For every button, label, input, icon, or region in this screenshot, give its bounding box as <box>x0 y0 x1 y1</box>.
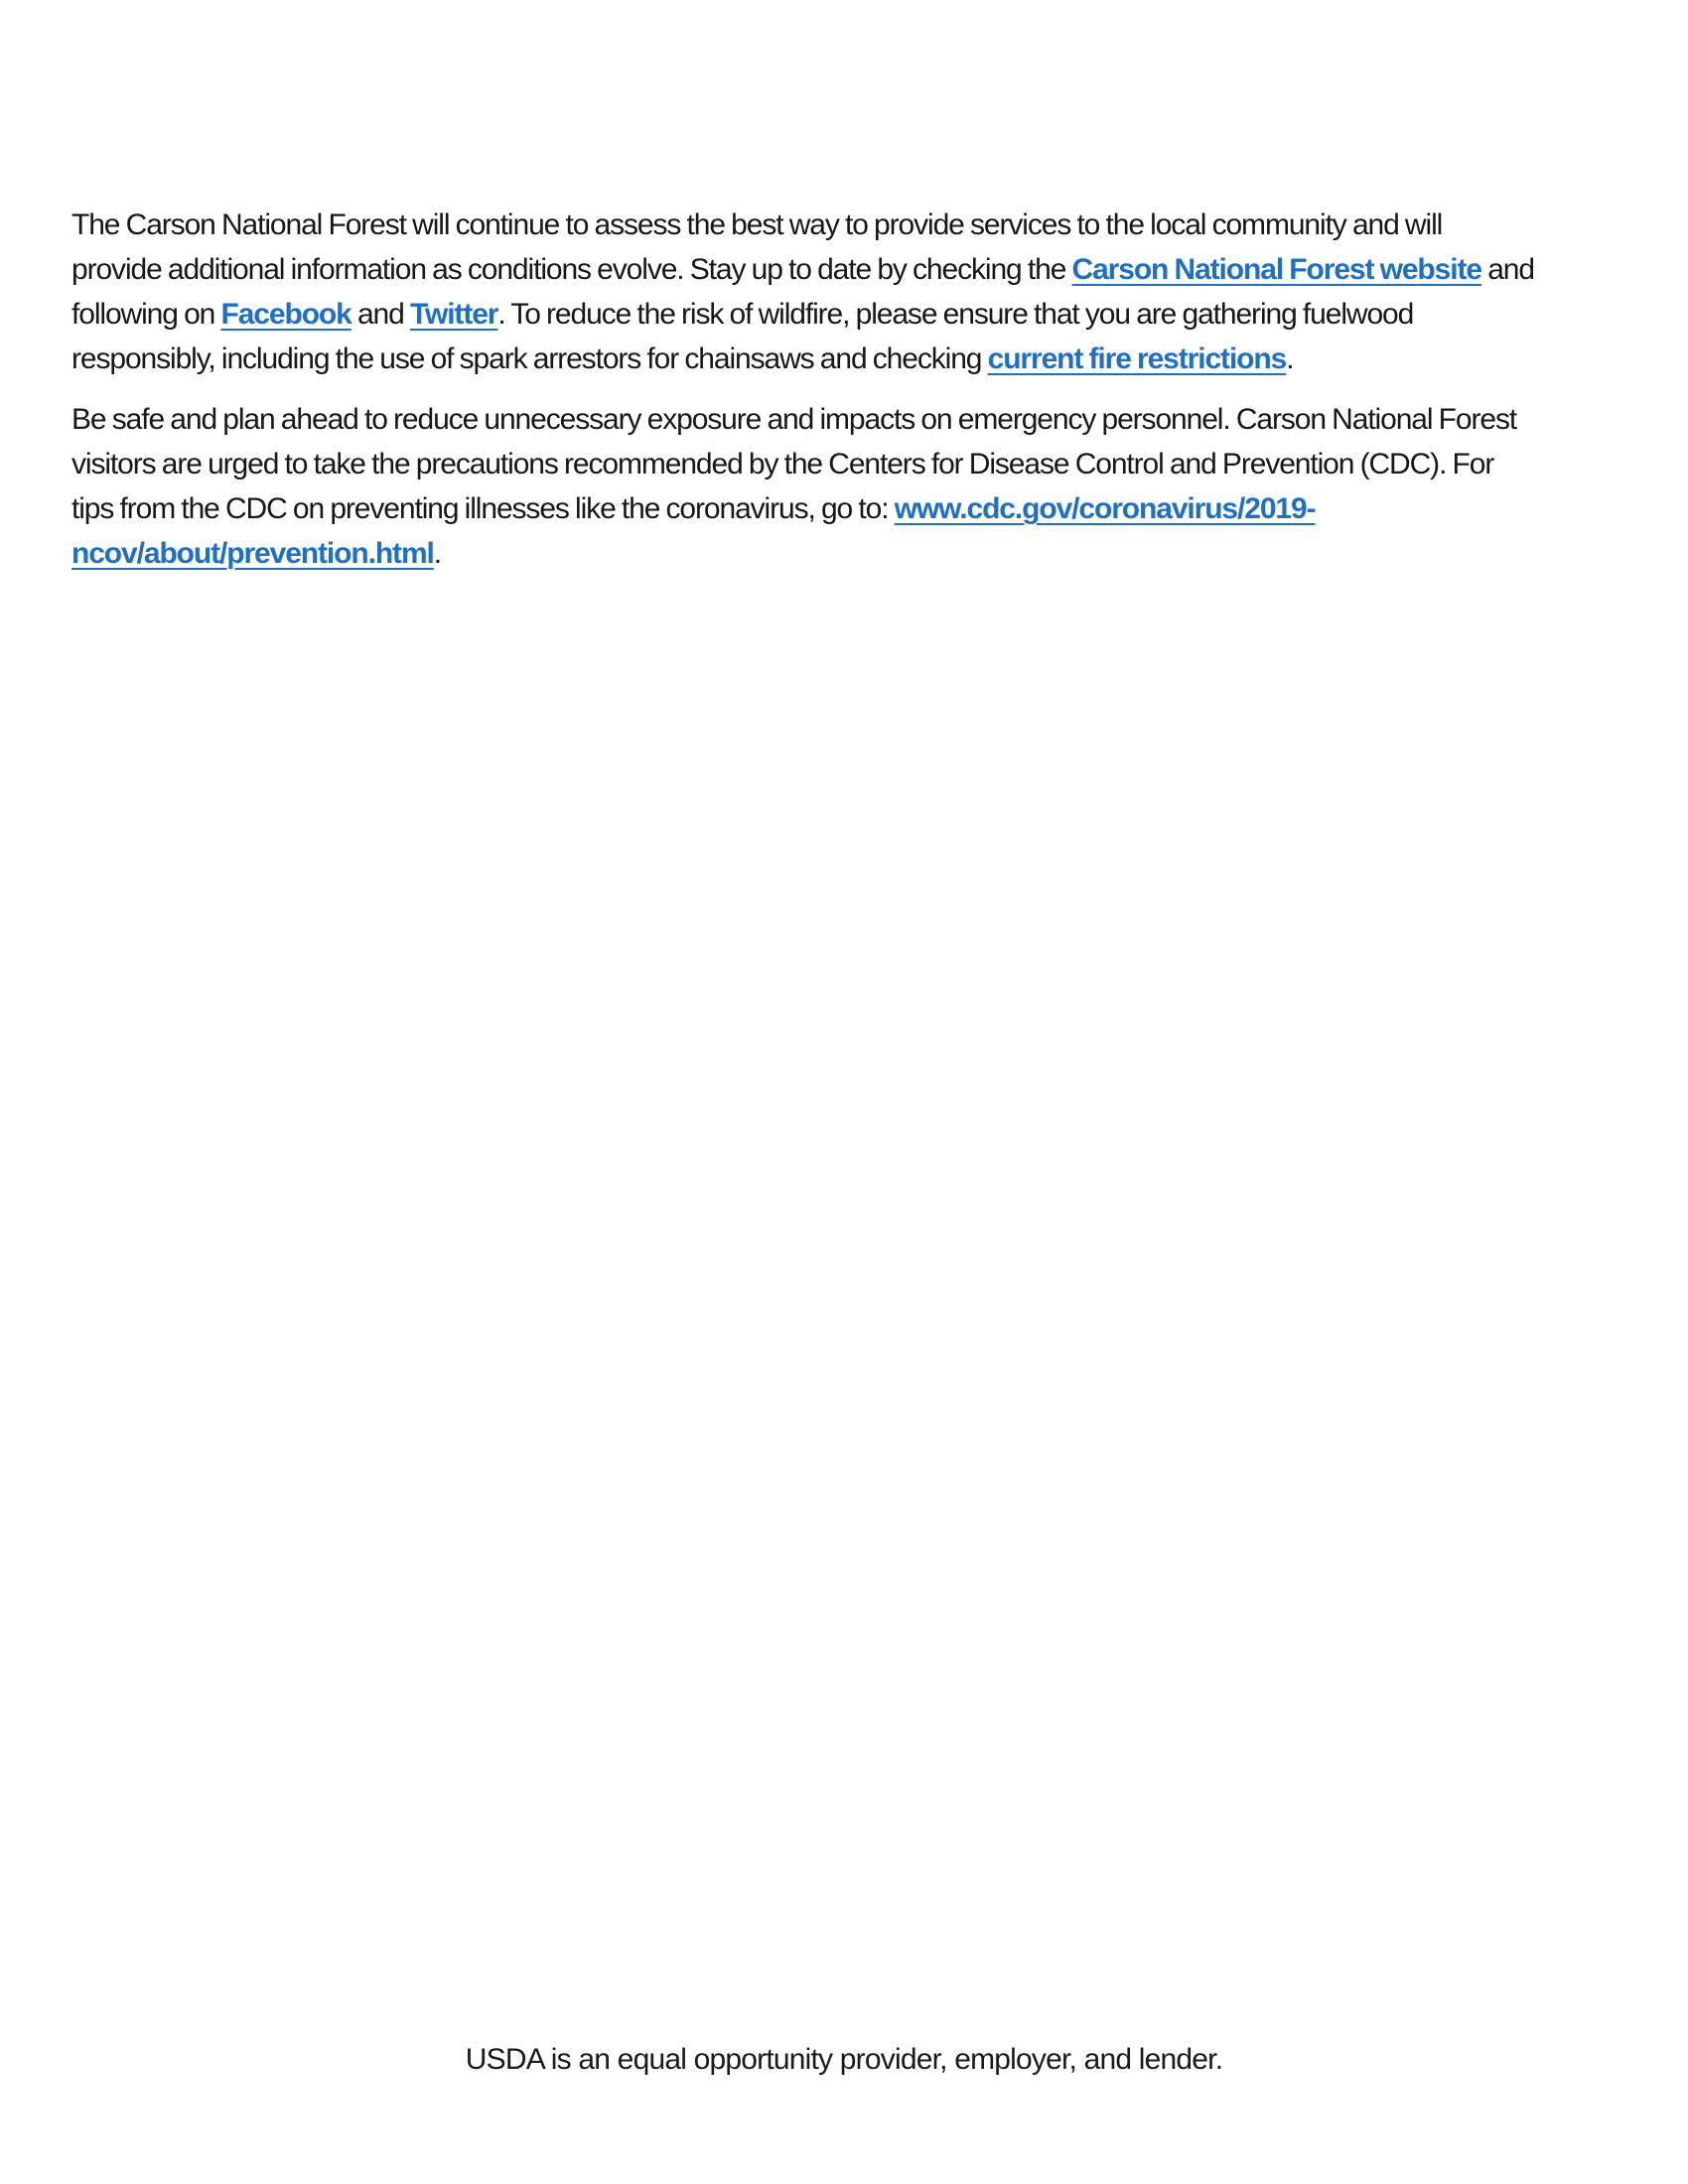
hyperlink[interactable]: current fire restrictions <box>987 342 1287 375</box>
document-body <box>71 203 1650 592</box>
text-line <box>71 337 1650 381</box>
text-line <box>71 247 1650 292</box>
text-run: . To reduce the risk of wildfire, please ensure that you are gathering fuelwood <box>497 298 1414 331</box>
text-line <box>71 486 1650 531</box>
text-run: . <box>433 537 442 570</box>
hyperlink[interactable]: Carson National Forest website <box>1071 253 1481 286</box>
text-run: provide additional information as conditions evolve. Stay up to date by checking the <box>71 253 1072 286</box>
text-run: The Carson National Forest will continue to assess the best way to provide services to the local community and will <box>71 208 1443 241</box>
hyperlink[interactable]: www.cdc.gov/coronavirus/2019- <box>894 492 1316 525</box>
text-line <box>71 531 1650 576</box>
text-run: visitors are urged to take the precautions recommended by the Centers for Disease Control and Prevention (CDC). For <box>71 448 1494 480</box>
text-line <box>71 203 1650 247</box>
text-run: Be safe and plan ahead to reduce unnecessary exposure and impacts on emergency personnel. Carson National Forest <box>71 403 1517 436</box>
text-run: following on <box>71 298 221 331</box>
text-run: responsibly, including the use of spark arrestors for chainsaws and checking <box>71 342 988 375</box>
text-run: and <box>351 298 410 331</box>
footer-disclaimer: USDA is an equal opportunity provider, employer, and lender. <box>465 2043 1223 2076</box>
text-line <box>71 397 1650 442</box>
hyperlink[interactable]: ncov/about/prevention.html <box>71 537 434 570</box>
paragraph <box>71 397 1650 576</box>
text-line <box>71 292 1650 337</box>
hyperlink[interactable]: Twitter <box>409 298 498 331</box>
text-run: tips from the CDC on preventing illnesses like the coronavirus, go to: <box>71 492 895 525</box>
text-run: . <box>1286 342 1294 375</box>
text-run: and <box>1480 253 1534 286</box>
text-line <box>71 442 1650 486</box>
hyperlink[interactable]: Facebook <box>220 298 352 331</box>
paragraph <box>71 203 1650 381</box>
